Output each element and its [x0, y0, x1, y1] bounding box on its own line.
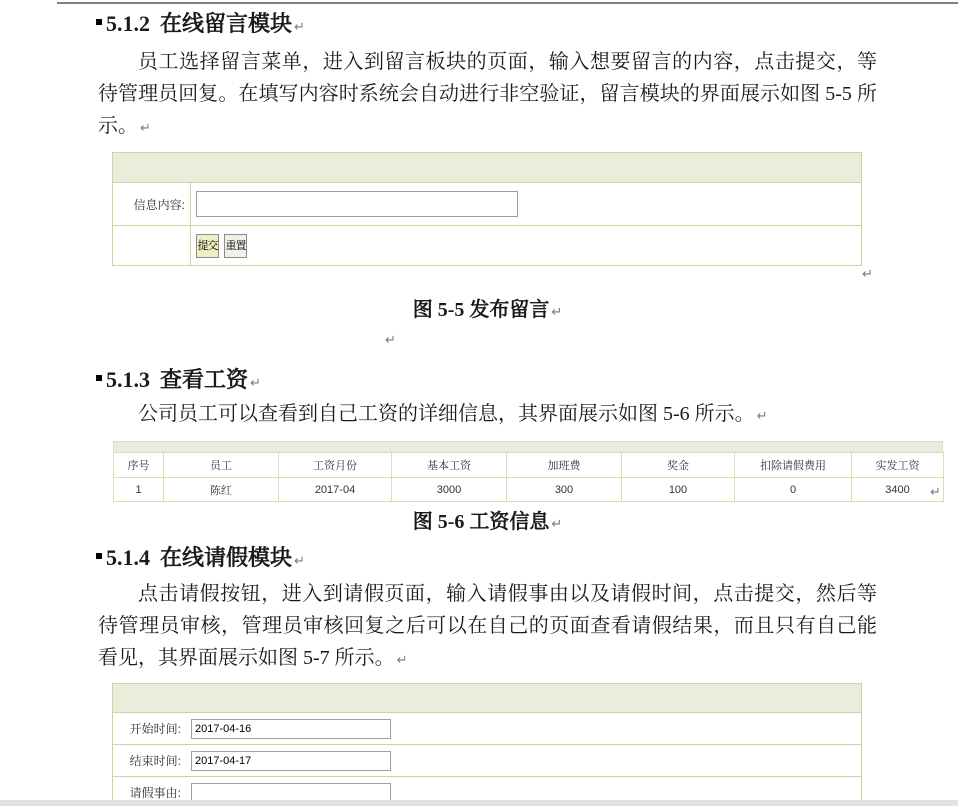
message-form-buttons-row — [112, 226, 862, 266]
end-time-row — [112, 745, 862, 777]
column-header: 扣除请假费用 — [735, 453, 852, 478]
heading-title: 查看工资 — [160, 367, 249, 392]
start-time-input[interactable] — [191, 719, 391, 739]
leave-form — [112, 683, 862, 806]
table-cell: 3000 — [392, 478, 507, 502]
end-time-label: 结束时间: — [129, 754, 181, 768]
salary-header-row — [114, 453, 944, 478]
table-cell: 3400 — [852, 478, 944, 502]
end-time-input[interactable] — [191, 751, 391, 771]
salary-table — [113, 441, 943, 502]
table-cell: 0 — [735, 478, 852, 502]
paragraph-mark: ↵ — [396, 652, 408, 667]
table-cell: 2017-04 — [279, 478, 392, 502]
message-content-input[interactable] — [196, 191, 518, 217]
column-header: 奖金 — [622, 453, 735, 478]
heading-number: 5.1.3 — [106, 367, 150, 392]
reset-button[interactable]: 重置 — [224, 234, 247, 258]
message-content-field — [191, 183, 861, 225]
paragraph-mark: ↵ — [930, 484, 941, 499]
salary-table-top-strip — [113, 441, 943, 452]
caption-figure-5-6 — [98, 508, 877, 538]
paragraph-mark: ↵ — [294, 553, 305, 568]
paragraph-text: 员工选择留言菜单，进入到留言板块的页面，输入想要留言的内容，点击提交，等待管理员回复。在填写内容时系统会自动进行非空验证，留言模块的界面展示如图 5-5 所示。 — [98, 51, 877, 137]
buttons-field — [191, 226, 861, 265]
leave-reason-label: 请假事由: — [129, 786, 181, 800]
caption-figure-5-5 — [98, 296, 877, 326]
paragraph-mark: ↵ — [551, 304, 563, 319]
table-cell: 100 — [622, 478, 735, 502]
heading-bullet-icon — [96, 553, 102, 559]
heading-5-1-3 — [96, 366, 261, 397]
message-form-header-band — [112, 152, 862, 183]
heading-5-1-4 — [96, 544, 305, 575]
heading-title: 在线请假模块 — [160, 545, 293, 570]
bottom-edge-strip — [0, 800, 958, 806]
buttons-row-spacer — [113, 226, 191, 265]
column-header: 实发工资 — [852, 453, 944, 478]
caption-text: 图 5-6 工资信息 — [412, 511, 550, 533]
paragraph-text: 点击请假按钮，进入到请假页面，输入请假事由以及请假时间，点击提交，然后等待管理员审核，管理员审核回复之后可以在自己的页面查看请假结果，而且只有自己能看见，其界面展示如图 5-7 所示。 — [98, 583, 877, 669]
column-header: 基本工资 — [392, 453, 507, 478]
table-cell: 1 — [114, 478, 164, 502]
column-header: 工资月份 — [279, 453, 392, 478]
paragraph-text: 公司员工可以查看到自己工资的详细信息，其界面展示如图 5-6 所示。 — [138, 403, 755, 425]
page-top-rule — [57, 2, 958, 4]
paragraph-5-1-2 — [98, 46, 877, 144]
caption-text: 图 5-5 发布留言 — [412, 299, 550, 321]
paragraph-5-1-4 — [98, 578, 877, 676]
message-content-row — [112, 183, 862, 226]
heading-number: 5.1.4 — [106, 545, 150, 570]
empty-line-mark: ↵ — [385, 332, 396, 347]
leave-form-header-band — [112, 683, 862, 713]
heading-bullet-icon — [96, 19, 102, 25]
heading-number: 5.1.2 — [106, 11, 150, 36]
paragraph-mark: ↵ — [551, 516, 563, 531]
paragraph-mark: ↵ — [140, 120, 151, 135]
table-cell: 300 — [507, 478, 622, 502]
heading-5-1-2 — [96, 10, 305, 41]
paragraph-mark: ↵ — [294, 19, 305, 34]
paragraph-5-1-3 — [98, 398, 877, 432]
paragraph-mark: ↵ — [250, 375, 261, 390]
salary-data-row — [114, 478, 944, 502]
column-header: 序号 — [114, 453, 164, 478]
start-time-label: 开始时间: — [129, 722, 181, 736]
message-content-label: 信息内容: — [113, 183, 191, 225]
submit-button[interactable]: 提交 — [196, 234, 219, 258]
heading-title: 在线留言模块 — [160, 11, 293, 36]
heading-bullet-icon — [96, 375, 102, 381]
start-time-row — [112, 713, 862, 745]
column-header: 加班费 — [507, 453, 622, 478]
table-cell: 陈红 — [164, 478, 279, 502]
column-header: 员工 — [164, 453, 279, 478]
paragraph-mark: ↵ — [862, 266, 873, 281]
paragraph-mark: ↵ — [756, 408, 768, 423]
message-form — [112, 152, 862, 266]
